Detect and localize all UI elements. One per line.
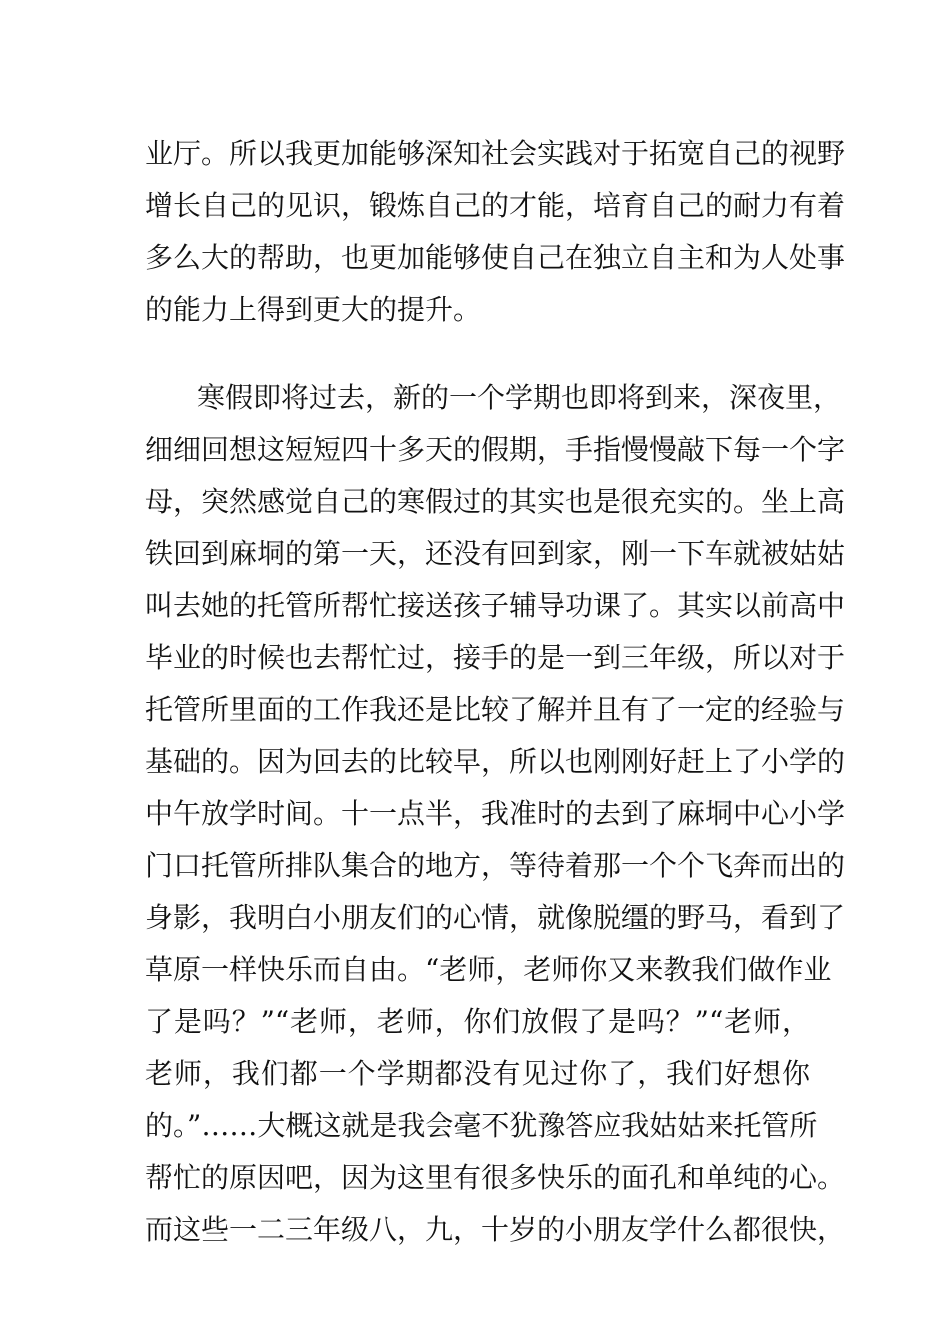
text-line: 业厅。所以我更加能够深知社会实践对于拓宽自己的视野 xyxy=(145,137,846,170)
text-line: 中午放学时间。十一点半，我准时的去到了麻垌中心小学 xyxy=(145,797,846,830)
text-line: 草原一样快乐而自由。“老师，老师你又来教我们做作业 xyxy=(145,953,832,986)
text-line: 寒假即将过去，新的一个学期也即将到来，深夜里， xyxy=(197,381,842,414)
text-line: 了是吗？”“老师，老师，你们放假了是吗？”“老师， xyxy=(145,1005,810,1038)
text-line: 叫去她的托管所帮忙接送孩子辅导功课了。其实以前高中 xyxy=(145,589,846,622)
text-line: 的能力上得到更大的提升。 xyxy=(145,293,482,326)
text-line: 而这些一二三年级八，九，十岁的小朋友学什么都很快， xyxy=(145,1213,846,1246)
text-line: 门口托管所排队集合的地方，等待着那一个个飞奔而出的 xyxy=(145,849,846,882)
text-line: 毕业的时候也去帮忙过，接手的是一到三年级，所以对于 xyxy=(145,641,846,674)
text-line: 老师，我们都一个学期都没有见过你了，我们好想你 xyxy=(145,1057,810,1090)
text-line: 帮忙的原因吧，因为这里有很多快乐的面孔和单纯的心。 xyxy=(145,1161,846,1194)
text-line: 细细回想这短短四十多天的假期，手指慢慢敲下每一个字 xyxy=(145,433,846,466)
paragraph-1 xyxy=(145,128,846,336)
text-line: 增长自己的见识，锻炼自己的才能，培育自己的耐力有着 xyxy=(145,189,846,222)
text-line: 基础的。因为回去的比较早，所以也刚刚好赶上了小学的 xyxy=(145,745,846,778)
text-line: 托管所里面的工作我还是比较了解并且有了一定的经验与 xyxy=(145,693,846,726)
text-line: 铁回到麻垌的第一天，还没有回到家，刚一下车就被姑姑 xyxy=(145,537,846,570)
text-line: 多么大的帮助，也更加能够使自己在独立自主和为人处事 xyxy=(145,241,846,274)
text-line: 的。”……大概这就是我会毫不犹豫答应我姑姑来托管所 xyxy=(145,1109,818,1142)
text-line: 母，突然感觉自己的寒假过的其实也是很充实的。坐上高 xyxy=(145,485,846,518)
text-line: 身影，我明白小朋友们的心情，就像脱缰的野马，看到了 xyxy=(145,901,846,934)
paragraph-2 xyxy=(145,372,846,1256)
